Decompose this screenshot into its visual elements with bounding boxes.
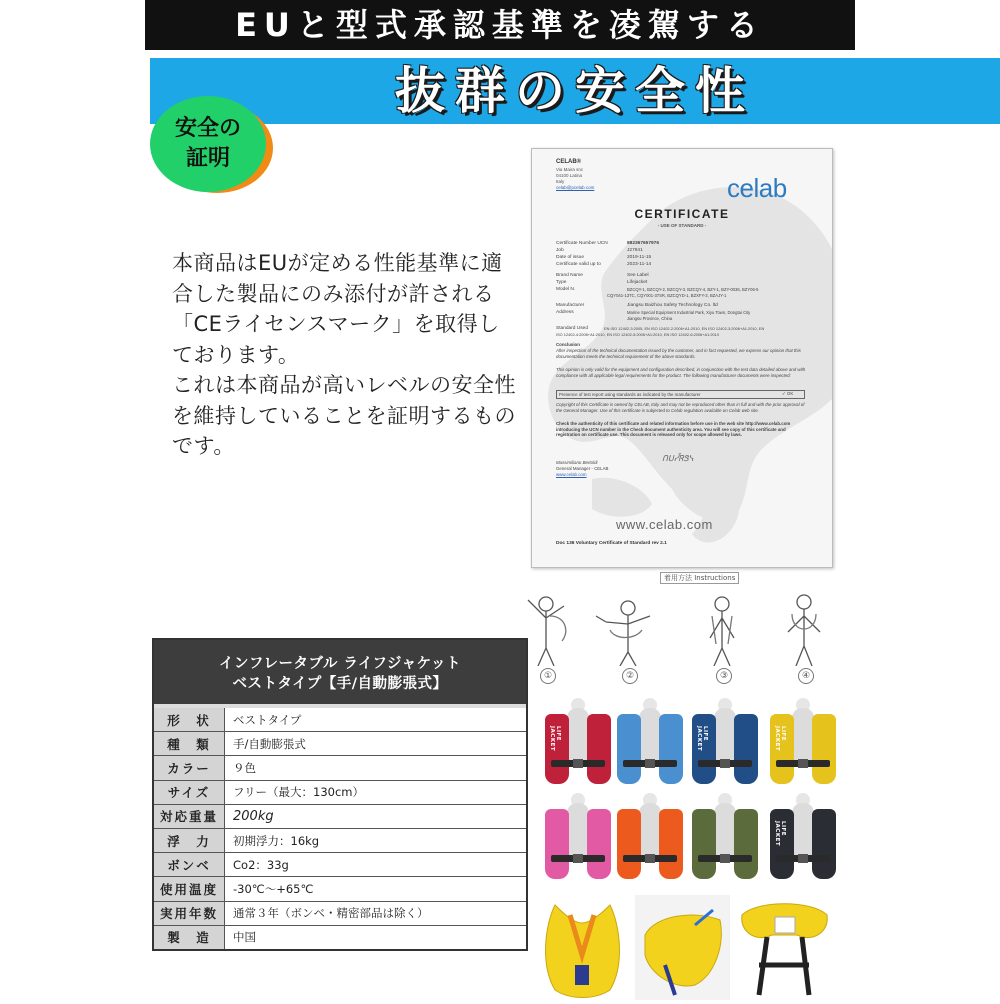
- cert-field-value: EN ISO 12402-3:2005, EN ISO 12402-2:2006+A1:2010, EN ISO 12402-3:2006+A1:2010, EN: [604, 326, 765, 331]
- spec-label: 対応重量: [154, 805, 225, 828]
- cert-issuer-address: [556, 167, 594, 191]
- cert-field-value: BZCQY-1, BZCQY-2, BZCQY-3, BZCQY-4, BZY-1, BZY-0036, BZY06-5: [627, 287, 759, 292]
- jacket-pink: [541, 795, 615, 889]
- spec-row-temperature: [154, 876, 526, 900]
- cert-field-label: Certificate Number UCN: [556, 241, 608, 246]
- spec-label: 製 造: [154, 926, 225, 949]
- spec-value: ９色: [233, 760, 256, 775]
- jacket-right-panel: [812, 714, 836, 784]
- spec-value: Co2：33g: [233, 857, 289, 872]
- spec-value: フリー（最大：130cm）: [233, 785, 365, 800]
- cert-field-label: Job: [556, 248, 564, 253]
- jacket-yellow: [766, 700, 840, 794]
- cert-field-label: Brand Name: [556, 273, 583, 278]
- cert-conclusion-label: Conclusion: [556, 342, 580, 347]
- cert-field-label: Standard Used: [556, 326, 588, 331]
- mannequin-torso: [714, 708, 736, 764]
- cert-address-line: Italy: [556, 179, 565, 184]
- cert-subtitle: - USE OF STANDARD -: [657, 223, 707, 228]
- description-line: です。: [172, 434, 235, 458]
- jacket-right-panel: [812, 809, 836, 879]
- top-banner-text: EUと型式承認基準を凌駕する: [235, 6, 765, 44]
- celab-logo: celab: [727, 173, 787, 203]
- cert-signer-title: General Manager - CELAB: [556, 466, 609, 471]
- safety-proof-badge: [150, 96, 266, 192]
- spec-value: ベストタイプ: [233, 712, 302, 727]
- cert-footer: Doc 136 Voluntary Certificate of Standard rev 2.1: [556, 541, 667, 546]
- inflated-jacket-side-illustration: [635, 895, 730, 1000]
- spec-value: 通常３年（ボンベ・精密部品は除く）: [233, 906, 429, 921]
- mannequin-torso: [639, 803, 661, 859]
- jacket-right-panel: [659, 714, 683, 784]
- spec-table-header: [154, 640, 526, 708]
- cert-address-line: celab@pcelab.com: [556, 185, 595, 190]
- description-text: [172, 248, 517, 462]
- cert-field-label: Type: [556, 280, 567, 285]
- cert-field-label: Manufacturer: [556, 303, 585, 308]
- cert-ok-mark: ✓ OK: [782, 391, 794, 396]
- jacket-buckle: [798, 759, 808, 768]
- jacket-tag-text: LIFE JACKET: [696, 726, 708, 752]
- cert-copyright: Copyright of this Certificate is owned by CELAB, Italy and may not be reproduced other than in full and with the prior approval of the General Manager. Use of this certificate is subjected to Celab regulation available on Celab web site.: [556, 402, 805, 413]
- cert-note: This opinion is only valid for the equipment and configuration described, in conjunction with the test data detailed above and with compliance with all applicable legal requirements for the product. The following manufacturer documents were inspected:: [556, 367, 806, 378]
- mannequin-torso: [714, 803, 736, 859]
- jacket-left-panel: [545, 809, 569, 879]
- cert-address-line: 04100 Latina: [556, 173, 583, 178]
- cert-field-value: CQY041-13TC, CQY001-37SR, BZCQYD-1, BZXFY-3, BZAJY-1: [607, 293, 727, 298]
- cert-field-label: Address: [556, 310, 574, 315]
- cert-signer-name: Massimiliano Bertoldi: [556, 460, 598, 465]
- spec-label: 浮 力: [154, 829, 225, 852]
- description-line: 合した製品にのみ添付が許される: [172, 281, 495, 306]
- jacket-right-panel: [734, 714, 758, 784]
- cert-field-label: Model N.: [556, 287, 576, 292]
- jacket-right-panel: [659, 809, 683, 879]
- spec-table: [152, 638, 528, 951]
- jacket-tag-text: LIFE JACKET: [774, 821, 786, 847]
- cert-field-value: See Label: [627, 273, 649, 278]
- mannequin-torso: [792, 803, 814, 859]
- cert-address-line: Via Maira snc: [556, 167, 584, 172]
- usage-step-2: ②: [622, 668, 638, 684]
- usage-step-1: ①: [540, 668, 556, 684]
- spec-label: 種 類: [154, 732, 225, 755]
- main-title: 抜群の安全性: [395, 62, 755, 120]
- spec-value: -30℃～+65℃: [233, 881, 314, 896]
- jacket-buckle: [720, 759, 730, 768]
- spec-row-size: [154, 780, 526, 804]
- mannequin-torso: [639, 708, 661, 764]
- cert-field-value: Jiangsu Province, China: [627, 316, 673, 321]
- spec-row-lifespan: [154, 901, 526, 925]
- cert-conclusion: After inspection of the technical documentation issued by the customer, and in fact requested, we express our opinion that this documentation meets the technical requirement of the above standards.: [556, 348, 801, 359]
- jacket-black: [766, 795, 840, 889]
- usage-step-4: ④: [798, 668, 814, 684]
- spec-value: 中国: [233, 930, 256, 945]
- jacket-buckle: [573, 854, 583, 863]
- mannequin-torso: [567, 803, 589, 859]
- cert-issuer-name: CELAB®: [556, 159, 582, 165]
- mannequin-torso: [567, 708, 589, 764]
- jacket-right-panel: [734, 809, 758, 879]
- cert-signature: ᑎᑌᓮᏒᏕᓭ: [662, 454, 694, 463]
- description-line: 「CEライセンスマーク」を取得し: [172, 312, 500, 336]
- spec-row-buoyancy: [154, 828, 526, 852]
- spec-label: カラー: [154, 756, 225, 779]
- cert-field-value: Jiangsu Baizhou Safety Technology Co. ltd: [627, 303, 718, 308]
- cert-field-value: 882367657976: [627, 241, 660, 246]
- cert-ok-box: Presence of test report using standards as indicated by the manufacturer: [556, 390, 805, 399]
- jacket-tag-text: LIFE JACKET: [774, 726, 786, 752]
- jacket-buckle: [573, 759, 583, 768]
- description-line: これは本商品が高いレベルの安全性: [172, 373, 516, 397]
- jacket-right-panel: [587, 809, 611, 879]
- jacket-orange: [613, 795, 687, 889]
- mannequin-torso: [792, 708, 814, 764]
- jacket-left-panel: [617, 714, 641, 784]
- cert-website: www.celab.com: [616, 517, 713, 532]
- description-line: ております。: [172, 342, 300, 367]
- jacket-buckle: [720, 854, 730, 863]
- cert-field-label: Certificate valid up to: [556, 262, 601, 267]
- usage-figures-illustration: [510, 586, 840, 666]
- jacket-camo: [688, 795, 762, 889]
- spec-header-line-1: インフレータブル ライフジャケット: [219, 656, 461, 672]
- description-line: 本商品はEUが定める性能基準に適: [172, 251, 503, 275]
- spec-value: 手/自動膨張式: [233, 736, 306, 751]
- spec-label: 形 状: [154, 708, 225, 731]
- spec-row-weight: [154, 804, 526, 828]
- inflated-jacket-front: [535, 895, 630, 1000]
- jacket-right-panel: [587, 714, 611, 784]
- jacket-buckle: [798, 854, 808, 863]
- cert-field-value: J27941: [627, 248, 643, 253]
- spec-row-shape: [154, 708, 526, 731]
- usage-label: 着用方法 Instructions: [660, 572, 739, 584]
- cert-check: Check the authenticity of this certificate and related information before use in the web site http://www.celab.com introducing the UCN number in the Check document authenticity area. You will see copy of this certificate and registration on certificate use. This document is released only for scope allowed by laws.: [556, 421, 791, 438]
- jacket-tag-text: LIFE JACKET: [549, 726, 561, 752]
- cert-field-label: Date of issue: [556, 255, 584, 260]
- spec-value: 初期浮力：16kg: [233, 833, 320, 848]
- spec-label: サイズ: [154, 781, 225, 804]
- jacket-red: [541, 700, 615, 794]
- description-line: を維持していることを証明するもの: [172, 403, 516, 428]
- jacket-left-panel: [617, 809, 641, 879]
- jacket-left-panel: [692, 809, 716, 879]
- spec-row-origin: [154, 925, 526, 949]
- cert-field-value: 2023-11-14: [627, 262, 652, 267]
- cert-field-value: ISO 12402-4:2006+A1:2010, EN ISO 12402-5:2006+A1:2010, EN ISO 12402-6:2006+A1:2010: [556, 332, 719, 337]
- inflated-jacket-back-illustration: [737, 895, 832, 1000]
- spec-table-body: [154, 708, 526, 949]
- cert-title: CERTIFICATE: [634, 207, 730, 221]
- spec-header-line-2: ベストタイプ【手/自動膨張式】: [232, 676, 448, 692]
- jacket-buckle: [645, 759, 655, 768]
- usage-step-3: ③: [716, 668, 732, 684]
- badge-line-1: 安全の: [174, 116, 241, 141]
- inflated-jacket-front-illustration: [535, 895, 630, 1000]
- spec-label: 使用温度: [154, 877, 225, 900]
- spec-row-cylinder: [154, 852, 526, 876]
- spec-label: 実用年数: [154, 902, 225, 925]
- jacket-navy: [688, 700, 762, 794]
- cert-field-value: Marine Special Equipment Industrial Park, Xiyu Town, Dongtai City: [627, 310, 751, 315]
- inflated-jacket-side: [635, 895, 730, 1000]
- certificate-image: [531, 148, 833, 568]
- inflated-jacket-back: [737, 895, 832, 1000]
- cert-signer-site: www.celab.com: [556, 472, 587, 477]
- badge-line-2: 証明: [185, 146, 230, 171]
- jacket-light-blue: [613, 700, 687, 794]
- spec-row-color: [154, 755, 526, 779]
- cert-field-value: Lifejacket: [627, 280, 648, 285]
- spec-row-type: [154, 731, 526, 755]
- spec-value: 200kg: [233, 808, 274, 824]
- cert-field-value: 2019-11-15: [627, 255, 652, 260]
- jacket-buckle: [645, 854, 655, 863]
- spec-label: ボンベ: [154, 853, 225, 876]
- usage-illustrations: [510, 586, 840, 686]
